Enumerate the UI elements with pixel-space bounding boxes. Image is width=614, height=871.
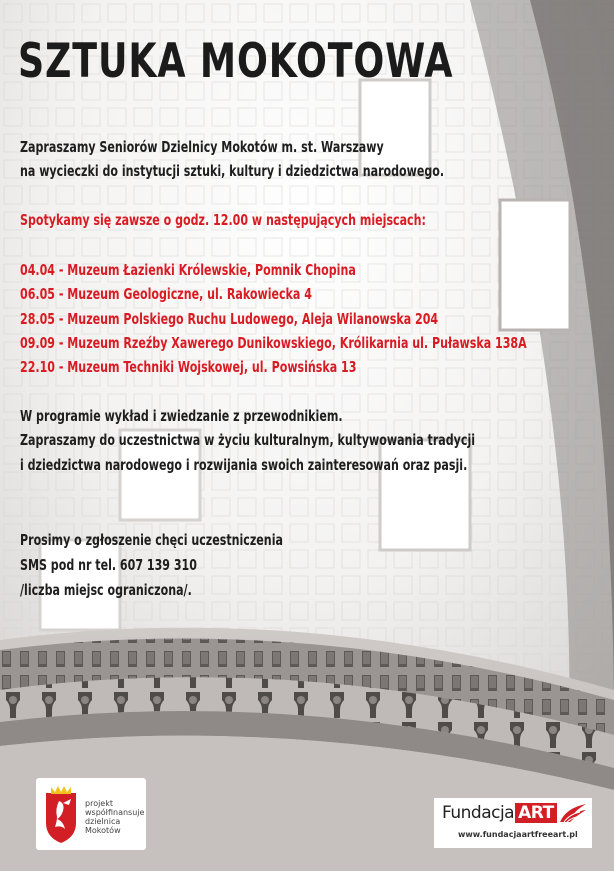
intro-line-2: na wycieczki do instytucji sztuki, kultury i dziedzictwa narodowego.	[20, 162, 445, 180]
foundation-art-badge: ART	[515, 803, 557, 823]
event-item: 04.04 - Muzeum Łazienki Królewskie, Pomnik Chopina	[20, 261, 356, 279]
intro-line-1: Zapraszamy Seniorów Dzielnicy Mokotów m. st. Warszawy	[20, 138, 384, 156]
wings-icon	[558, 802, 588, 824]
foundation-url: www.fundacjaartfreeart.pl	[458, 830, 578, 839]
cofinance-text: projekt współfinansuje dzielnica Mokotów	[85, 799, 145, 835]
poster-title: SZTUKA MOKOTOWA	[18, 34, 454, 89]
signup-line-3: /liczba miejsc ograniczona/.	[20, 581, 192, 599]
event-item: 06.05 - Muzeum Geologiczne, ul. Rakowiecka 4	[20, 285, 312, 303]
meeting-note: Spotykamy się zawsze o godz. 12.00 w następujących miejscach:	[20, 211, 426, 229]
program-line-3: i dziedzictwa narodowego i rozwijania swoich zainteresowań oraz pasji.	[20, 456, 468, 474]
foundation-name: Fundacja ART	[442, 803, 557, 823]
program-line-2: Zapraszamy do uczestnictwa w życiu kulturalnym, kultywowania tradycji	[20, 431, 476, 449]
signup-line-2: SMS pod nr tel. 607 139 310	[20, 556, 197, 574]
fundacja-art-logo	[434, 798, 592, 848]
event-item: 22.10 - Muzeum Techniki Wojskowej, ul. Powsińska 13	[20, 358, 357, 376]
program-line-1: W programie wykład i zwiedzanie z przewodnikiem.	[20, 407, 343, 425]
event-item: 09.09 - Muzeum Rzeźby Xawerego Dunikowskiego, Królikarnia ul. Puławska 138A	[20, 334, 527, 352]
mokotow-cofinance-logo	[36, 778, 146, 850]
signup-line-1: Prosimy o zgłoszenie chęci uczestniczenia	[20, 531, 283, 549]
warsaw-crest-icon	[42, 783, 80, 845]
event-item: 28.05 - Muzeum Polskiego Ruchu Ludowego, Aleja Wilanowska 204	[20, 310, 439, 328]
